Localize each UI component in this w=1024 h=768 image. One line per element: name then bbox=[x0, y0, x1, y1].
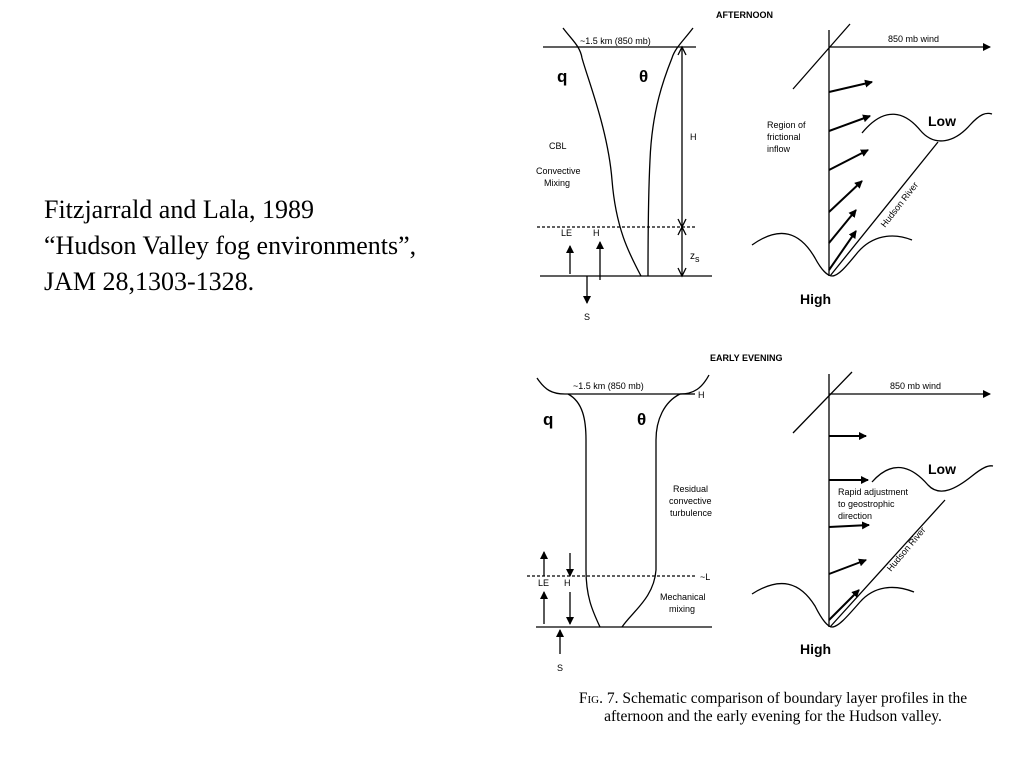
afternoon-top-label: ~1.5 km (850 mb) bbox=[580, 36, 651, 46]
evening-q-profile bbox=[568, 394, 600, 627]
evening-heading: EARLY EVENING bbox=[710, 353, 783, 363]
afternoon-profile-panel bbox=[536, 10, 773, 322]
afternoon-850mb-wind-label: 850 mb wind bbox=[888, 34, 940, 44]
afternoon-wind-vector bbox=[829, 150, 868, 170]
evening-wind-vector bbox=[829, 590, 859, 620]
evening-high-isobar bbox=[752, 584, 914, 627]
evening-theta-label: θ bbox=[637, 410, 647, 429]
afternoon-zs-label: zs bbox=[690, 251, 700, 264]
evening-wind-vector bbox=[829, 525, 869, 527]
evening-axis-tick bbox=[793, 372, 852, 433]
citation-title: “Hudson Valley fog environments”, bbox=[44, 231, 417, 260]
afternoon-mixing-label: Mixing bbox=[544, 178, 571, 188]
evening-top-label: ~1.5 km (850 mb) bbox=[573, 381, 644, 391]
evening-h-top-label: H bbox=[698, 390, 705, 400]
afternoon-q-label: q bbox=[557, 67, 568, 86]
afternoon-q-profile bbox=[563, 28, 641, 276]
evening-rapid-label-3: direction bbox=[838, 511, 873, 521]
evening-residual-label-3: turbulence bbox=[670, 508, 713, 518]
afternoon-h-depth-label: H bbox=[690, 132, 697, 142]
evening-profile-panel bbox=[527, 353, 783, 673]
evening-rapid-label-2: to geostrophic bbox=[838, 499, 895, 509]
afternoon-wind-vector bbox=[829, 181, 862, 212]
caption-line-1 bbox=[538, 690, 1008, 708]
citation-journal: JAM 28,1303-1328. bbox=[44, 267, 255, 296]
caption-fig-label: Fig bbox=[578, 690, 600, 707]
evening-residual-label-1: Residual bbox=[673, 484, 709, 494]
evening-h-flux-label: H bbox=[564, 578, 571, 588]
afternoon-s-label: S bbox=[584, 312, 591, 322]
afternoon-wind-vector bbox=[829, 116, 870, 131]
evening-wind-vector bbox=[829, 560, 866, 574]
caption-text-1: . 7. Schematic comparison of boundary layer profiles in the bbox=[599, 690, 968, 707]
afternoon-h-flux-label: H bbox=[593, 228, 600, 238]
afternoon-region-label-2: frictional bbox=[767, 132, 801, 142]
evening-hudson-river-label: Hudson River bbox=[884, 525, 928, 574]
afternoon-le-label: LE bbox=[561, 228, 573, 238]
afternoon-convective-label: Convective bbox=[536, 166, 581, 176]
evening-q-label: q bbox=[543, 410, 554, 429]
afternoon-region-label-3: inflow bbox=[767, 144, 791, 154]
afternoon-axis-tick bbox=[793, 24, 850, 89]
figure-caption bbox=[538, 690, 1008, 726]
afternoon-heading: AFTERNOON bbox=[716, 10, 773, 20]
evening-s-label: S bbox=[557, 663, 564, 673]
evening-map-panel bbox=[752, 372, 993, 657]
afternoon-low-isobar bbox=[862, 113, 992, 141]
evening-residual-label-2: convective bbox=[669, 496, 712, 506]
evening-l-label: ~L bbox=[700, 572, 711, 582]
afternoon-map-panel bbox=[752, 24, 992, 307]
evening-high-label: High bbox=[800, 641, 832, 657]
afternoon-theta-label: θ bbox=[639, 67, 649, 86]
caption-line-2: afternoon and the early evening for the Hudson valley. bbox=[604, 708, 942, 725]
evening-mixing-label: mixing bbox=[669, 604, 696, 614]
afternoon-theta-profile bbox=[648, 28, 693, 276]
evening-le-label: LE bbox=[538, 578, 550, 588]
afternoon-high-label: High bbox=[800, 291, 832, 307]
evening-850mb-wind-label: 850 mb wind bbox=[890, 381, 942, 391]
afternoon-wind-vector bbox=[829, 82, 872, 92]
evening-mechanical-label: Mechanical bbox=[660, 592, 706, 602]
afternoon-cbl-label: CBL bbox=[549, 141, 567, 151]
afternoon-hudson-river-label: Hudson River bbox=[878, 180, 921, 230]
evening-rapid-label-1: Rapid adjustment bbox=[838, 487, 909, 497]
evening-low-label: Low bbox=[928, 461, 956, 477]
afternoon-low-label: Low bbox=[928, 113, 956, 129]
afternoon-region-label-1: Region of bbox=[767, 120, 806, 130]
citation-authors: Fitzjarrald and Lala, 1989 bbox=[44, 195, 315, 224]
